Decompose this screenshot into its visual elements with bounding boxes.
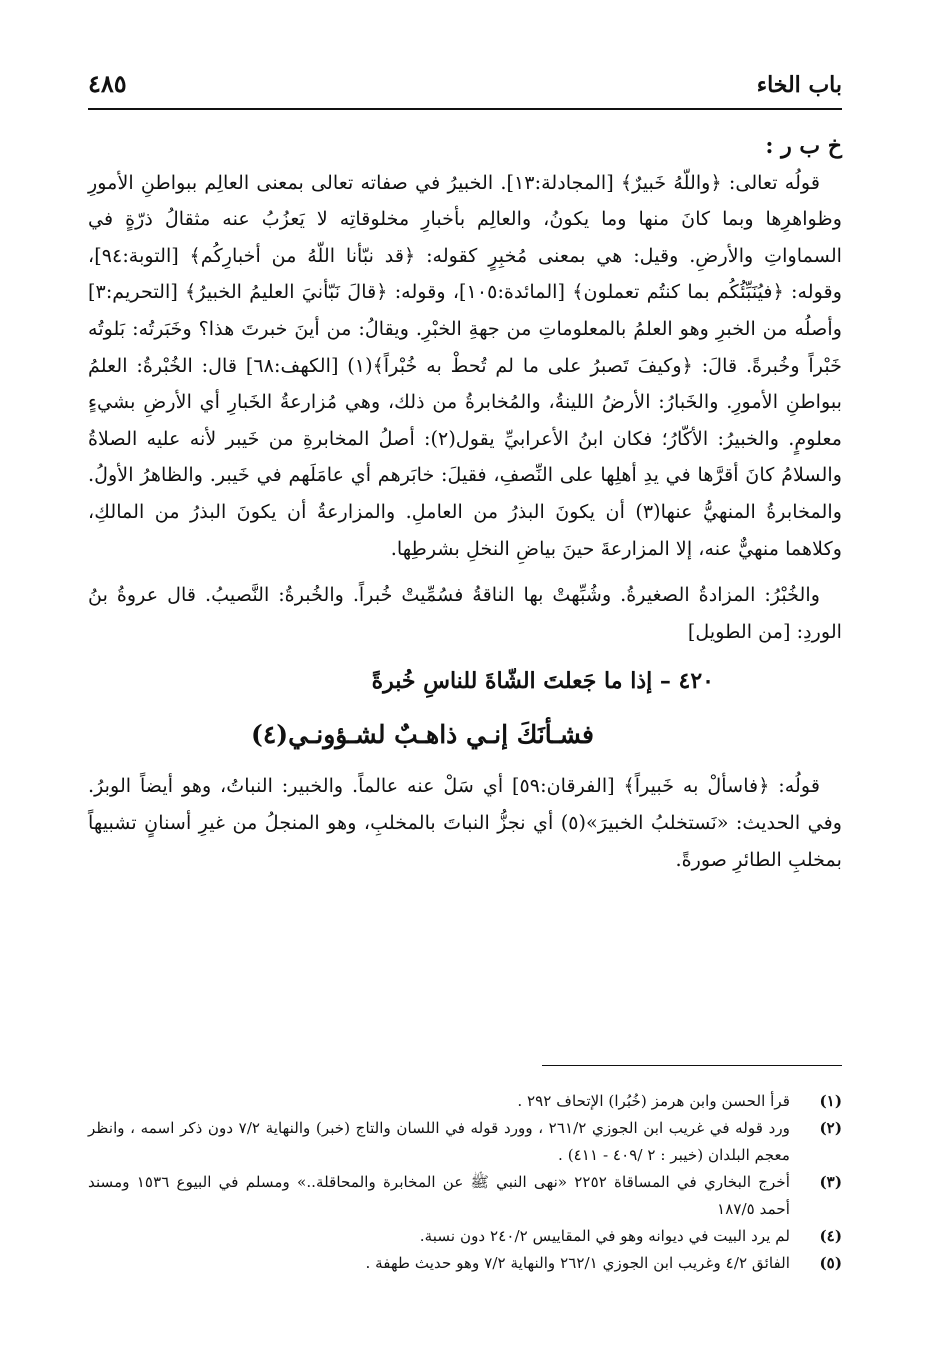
header-rule [88,108,842,110]
footnote-item [88,1088,842,1115]
footnote-number: (١) [819,1092,842,1110]
footnote-text: أخرج البخاري في المساقاة ٢٢٥٢ «نهى النبي ﷺ عن المخابرة والمحاقلة..» ومسلم في البيوع ١٥٣٦ ومسند أحمد ١٨٧/٥ [88,1173,790,1218]
footnote-item [88,1169,842,1223]
page-header [88,62,842,98]
footnote-text: ورد قوله في غريب ابن الجوزي ٢٦١/٢ ، وورد قوله في اللسان والتاج (خبر) والنهاية ٧/٢ دون ذكر اسمه ، وانظر معجم البلدان (خيبر : ٢ /٤٠٩ - ٤١١) . [88,1119,790,1164]
paragraph-1: قولُه تعالى: ﴿واللّهُ خَبيرٌ﴾ [المجادلة:١٣]. الخبيرُ في صفاته تعالى بمعنى العالِم ببواطنِ الأمورِ وظواهرِها وبما كانَ منها وما يكونُ، والعالِم بأخبارِ مخلوقاتِه لا يَعزُبُ عنه مثقالُ ذرّةٍ في السماواتِ والأرضِ. وقيل: هي بمعنى مُخبِرٍ كقوله: ﴿قد نبّأنا اللّهُ من أخبارِكُم﴾ [التوبة:٩٤]، وقوله: ﴿فيُنَبِّئُكُم بما كنتُم تعملون﴾ [المائدة:١٠٥]، وقوله: ﴿قالَ نَبّأنيَ العليمُ الخبيرُ﴾ [التحريم:٣] وأصلُه من الخبرِ وهو العلمُ بالمعلوماتِ من جهةِ الخبْرِ. ويقالُ: من أينَ خبرتَ هذا؟ وخَبَرتُه: بَلوتُه خَبْراً وخُبرةً. قالَ: ﴿وكيفَ تَصبرُ على ما لم تُحطْ به خُبْراً﴾(١) [الكهف:٦٨] قال: الخُبْرةُ: العلمُ ببواطنِ الأمورِ. والخَبارُ: الأرضُ اللينةُ، والمُخابرةُ من ذلك، وهي مُزارعةُ الخَبارِ أي الأرضِ بشيءٍ معلومٍ. والخبيرُ: الأكّارُ؛ فكان ابنُ الأعرابيِّ يقول(٢): أصلُ المخابرةِ من خَيبر لأنه عليه الصلاةُ والسلامُ كانَ أقرَّها في يدِ أهلِها على النِّصفِ، فقيلَ: خابَرهم أي عامَلَهم في خَيبر. والظاهرُ الأولُ. والمخابرةُ المنهيُّ عنها(٣) أن يكونَ البذرُ من العاملِ. والمزارعةُ أن يكونَ البذرُ من المالكِ، وكلاهما منهيٌّ عنه، إلا المزارعةَ حينَ بياضِ النخلِ بشرطِها. [88,170,842,560]
footnote-item [88,1223,842,1250]
paragraph-3: قولُه: ﴿فاسألْ به خَبيراً﴾ [الفرقان:٥٩] أي سَلْ عنه عالماً. والخبير: النباتُ، وهو أيضاً الوبرُ. وفي الحديث: «نَستخلبُ الخبيرَ»(٥) أي نجزُّ النباتَ بالمخلبِ، وهو المنجلُ من غيرِ أسنانٍ تشبيهاً بمخلبِ الطائرِ صورةً. [88,774,843,871]
footnote-rule [542,1065,842,1066]
footnote-text: قرأ الحسن وابن هرمز (خُبُرا) الإتحاف ٢٩٢ . [517,1092,790,1110]
footnote-number: (٣) [819,1173,842,1191]
footnote-number: (٤) [819,1227,842,1245]
chapter-title: باب الخاء [756,72,842,98]
verse-line-2: فشـأنَكَ إنـي ذاهـبٌ لشـؤونـي(٤) [251,720,594,750]
main-text [88,128,842,878]
footnote-text: لم يرد البيت في ديوانه وهو في المقاييس ٢٤٠/٢ دون نسبة. [419,1227,790,1245]
paragraph-2: والخُبْرُ: المزادةُ الصغيرةُ. وشُبِّهتْ بها الناقةُ فسُمِّيتْ خُبراً. والخُبرةُ: النَّصيبُ. قال عروةُ بنُ الوردِ: [من الطويل] [88,583,842,643]
footnote-number: (٢) [819,1119,842,1137]
footnote-item [88,1115,842,1169]
page-number: ٤٨٥ [88,69,127,98]
verse-line-1: ٤٢٠ – إذا ما جَعلتَ الشّاةَ للناسِ خُبرةً [371,668,714,695]
footnote-item [88,1250,842,1277]
poetry-verse [88,656,842,764]
footnote-text: الفائق ٤/٢ وغريب ابن الجوزي ٢٦٢/١ والنهاية ٧/٢ وهو حديث طهفة . [365,1254,790,1272]
root-heading: خ ب ر : [765,133,842,159]
footnote-number: (٥) [819,1254,842,1272]
footnotes [88,1088,842,1277]
